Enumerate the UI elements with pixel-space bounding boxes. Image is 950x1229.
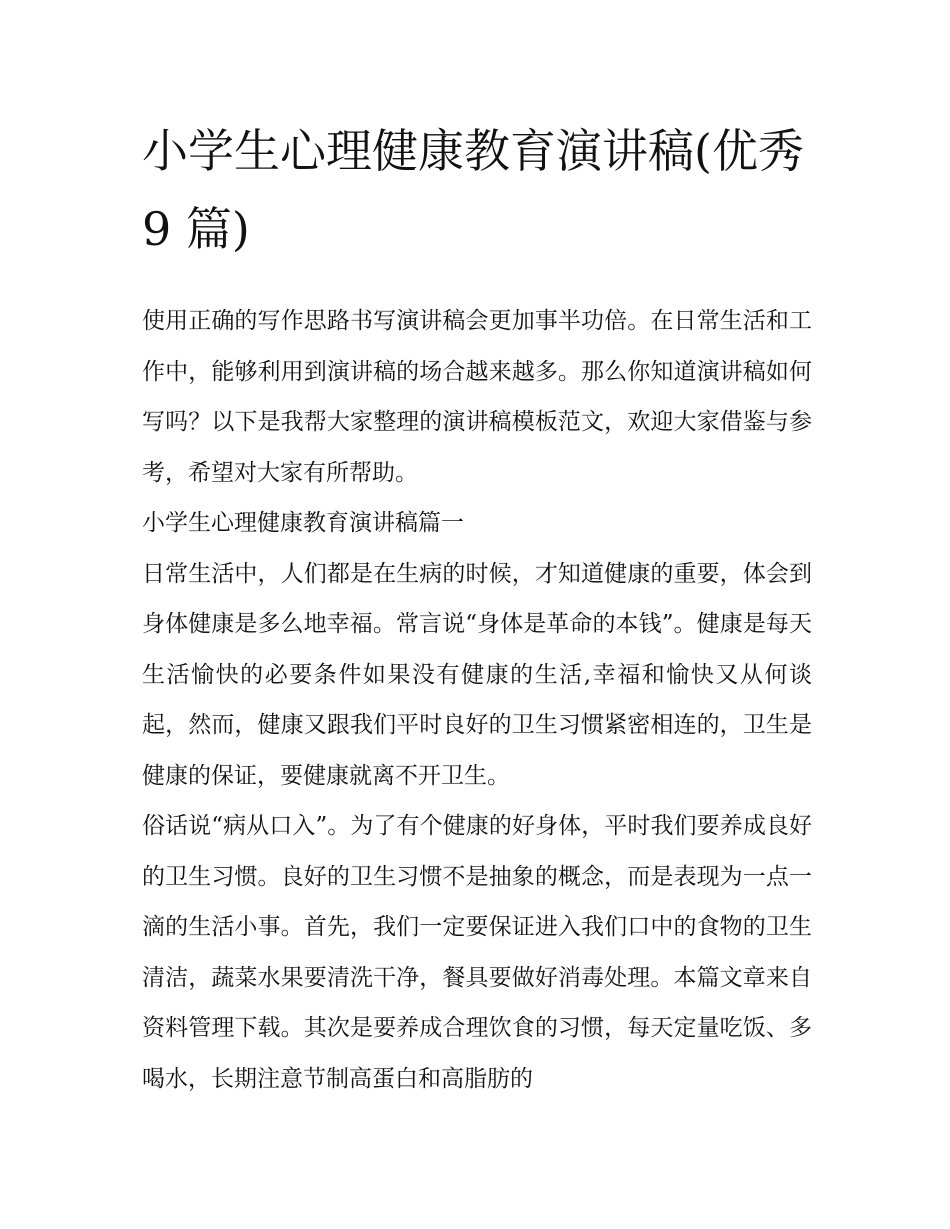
section-heading: 小学生心理健康教育演讲稿篇一 bbox=[142, 510, 464, 536]
intro-paragraph: 使用正确的写作思路书写演讲稿会更加事半功倍。在日常生活和工作中，能够利用到演讲稿的场合越来越多。那么你知道演讲稿如何写吗？以下是我帮大家整理的演讲稿模板范文，欢迎大家借鉴与参考，希望对大家有所帮助。 bbox=[142, 308, 812, 486]
document-title: 小学生心理健康教育演讲稿(优秀 9 篇) bbox=[142, 124, 804, 256]
body-paragraph-2: 俗话说“病从口入”。为了有个健康的好身体，平时我们要养成良好的卫生习惯。良好的卫生习惯不是抽象的概念，而是表现为一点一滴的生活小事。首先，我们一定要保证进入我们口中的食物的卫生清洁，蔬菜水果要清洗干净，餐具要做好消毒处理。本篇文章来自资料管理下载。其次是要养成合理饮食的习惯，每天定量吃饭、多喝水，长期注意节制高蛋白和高脂肪的 bbox=[142, 813, 812, 1092]
document-page bbox=[142, 112, 812, 1104]
body-paragraph-1: 日常生活中，人们都是在生病的时候，才知道健康的重要，体会到身体健康是多么地幸福。常言说“身体是革命的本钱”。健康是每天生活愉快的必要条件如果没有健康的生活,幸福和愉快又从何谈起，然而，健康又跟我们平时良好的卫生习惯紧密相连的，卫生是健康的保证，要健康就离不开卫生。 bbox=[142, 560, 812, 789]
